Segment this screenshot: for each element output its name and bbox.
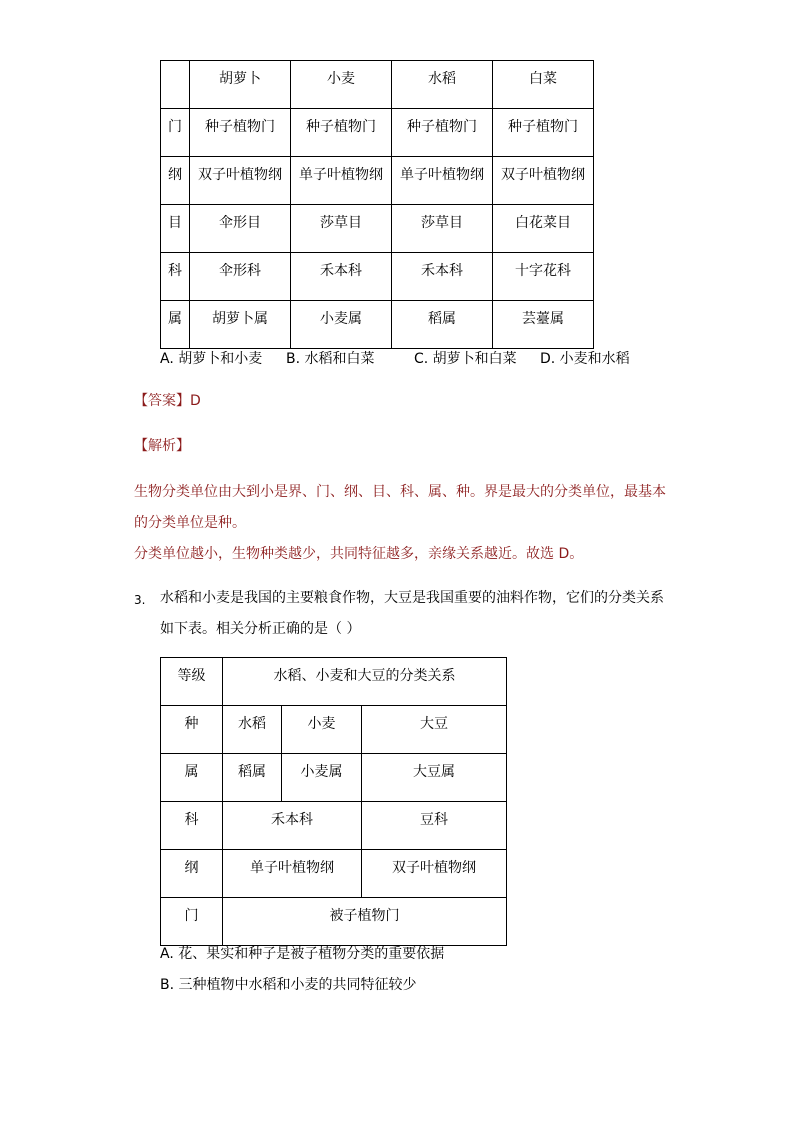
rank-cell: 门 xyxy=(161,109,190,157)
answer-value: D xyxy=(190,393,201,409)
table-cell: 禾本科 xyxy=(392,253,493,301)
option-c: C. 胡萝卜和白菜 xyxy=(414,351,517,367)
table-cell: 莎草目 xyxy=(291,205,392,253)
rank-cell: 纲 xyxy=(161,157,190,205)
table-header-cell: 白菜 xyxy=(493,61,594,109)
table-cell: 禾本科 xyxy=(291,253,392,301)
option-b: B. 三种植物中水稻和小麦的共同特征较少 xyxy=(160,977,417,993)
table-header-cell: 小麦 xyxy=(291,61,392,109)
table-cell: 禾本科 xyxy=(223,802,362,850)
table-row xyxy=(161,850,507,898)
table-cell: 芸薹属 xyxy=(493,301,594,349)
table-header-row xyxy=(161,658,507,706)
table-cell: 胡萝卜属 xyxy=(190,301,291,349)
table-row xyxy=(161,109,594,157)
table-cell: 种子植物门 xyxy=(190,109,291,157)
answer-line xyxy=(134,392,201,410)
table-cell: 稻属 xyxy=(223,754,282,802)
rank-cell: 目 xyxy=(161,205,190,253)
analysis-text-line: 的分类单位是种。 xyxy=(134,515,246,531)
table-cell: 水稻 xyxy=(223,706,282,754)
classification-table-2 xyxy=(160,657,507,946)
table-cell: 伞形科 xyxy=(190,253,291,301)
answer-label: 【答案】 xyxy=(134,393,190,409)
table-row xyxy=(161,706,507,754)
rank-cell: 纲 xyxy=(161,850,223,898)
question-number: 3. xyxy=(134,593,146,607)
table-cell: 豆科 xyxy=(362,802,507,850)
question-text-line: 如下表。相关分析正确的是（ ） xyxy=(160,621,361,637)
grade-header: 等级 xyxy=(161,658,223,706)
table-row xyxy=(161,898,507,946)
analysis-text-line: 生物分类单位由大到小是界、门、纲、目、科、属、种。界是最大的分类单位，最基本 xyxy=(134,484,666,500)
table-cell: 单子叶植物纲 xyxy=(392,157,493,205)
analysis-label: 【解析】 xyxy=(134,438,190,454)
table-cell: 单子叶植物纲 xyxy=(223,850,362,898)
rank-cell: 属 xyxy=(161,754,223,802)
table-cell: 单子叶植物纲 xyxy=(291,157,392,205)
analysis-text-line: 分类单位越小，生物种类越少，共同特征越多，亲缘关系越近。故选 D。 xyxy=(134,546,584,562)
table-cell: 被子植物门 xyxy=(223,898,507,946)
rank-cell: 门 xyxy=(161,898,223,946)
option-b: B. 水稻和白菜 xyxy=(286,351,375,367)
option-a: A. 胡萝卜和小麦 xyxy=(160,351,263,367)
table-cell: 双子叶植物纲 xyxy=(493,157,594,205)
table-cell: 莎草目 xyxy=(392,205,493,253)
classification-table-1 xyxy=(160,60,594,349)
table-header-cell: 水稻 xyxy=(392,61,493,109)
table-row xyxy=(161,157,594,205)
table-title: 水稻、小麦和大豆的分类关系 xyxy=(223,658,507,706)
table-header-cell: 胡萝卜 xyxy=(190,61,291,109)
table-row xyxy=(161,802,507,850)
table-cell: 稻属 xyxy=(392,301,493,349)
table-cell: 伞形目 xyxy=(190,205,291,253)
rank-cell: 科 xyxy=(161,802,223,850)
table-cell: 白花菜目 xyxy=(493,205,594,253)
table-cell: 种子植物门 xyxy=(392,109,493,157)
question-text-line: 水稻和小麦是我国的主要粮食作物，大豆是我国重要的油料作物，它们的分类关系 xyxy=(160,590,664,606)
table-cell: 双子叶植物纲 xyxy=(362,850,507,898)
table-cell: 小麦属 xyxy=(291,301,392,349)
table-row xyxy=(161,253,594,301)
table-cell: 双子叶植物纲 xyxy=(190,157,291,205)
rank-cell: 科 xyxy=(161,253,190,301)
table-cell: 大豆 xyxy=(362,706,507,754)
rank-cell: 种 xyxy=(161,706,223,754)
table-cell: 十字花科 xyxy=(493,253,594,301)
table-row xyxy=(161,754,507,802)
option-d: D. 小麦和水稻 xyxy=(540,351,630,367)
table-row xyxy=(161,301,594,349)
table-cell: 小麦属 xyxy=(282,754,362,802)
option-a: A. 花、果实和种子是被子植物分类的重要依据 xyxy=(160,946,445,962)
table-cell: 种子植物门 xyxy=(291,109,392,157)
table-cell: 小麦 xyxy=(282,706,362,754)
table-cell: 大豆属 xyxy=(362,754,507,802)
table-header-row xyxy=(161,61,594,109)
table-header-cell xyxy=(161,61,190,109)
rank-cell: 属 xyxy=(161,301,190,349)
table-row xyxy=(161,205,594,253)
table-cell: 种子植物门 xyxy=(493,109,594,157)
